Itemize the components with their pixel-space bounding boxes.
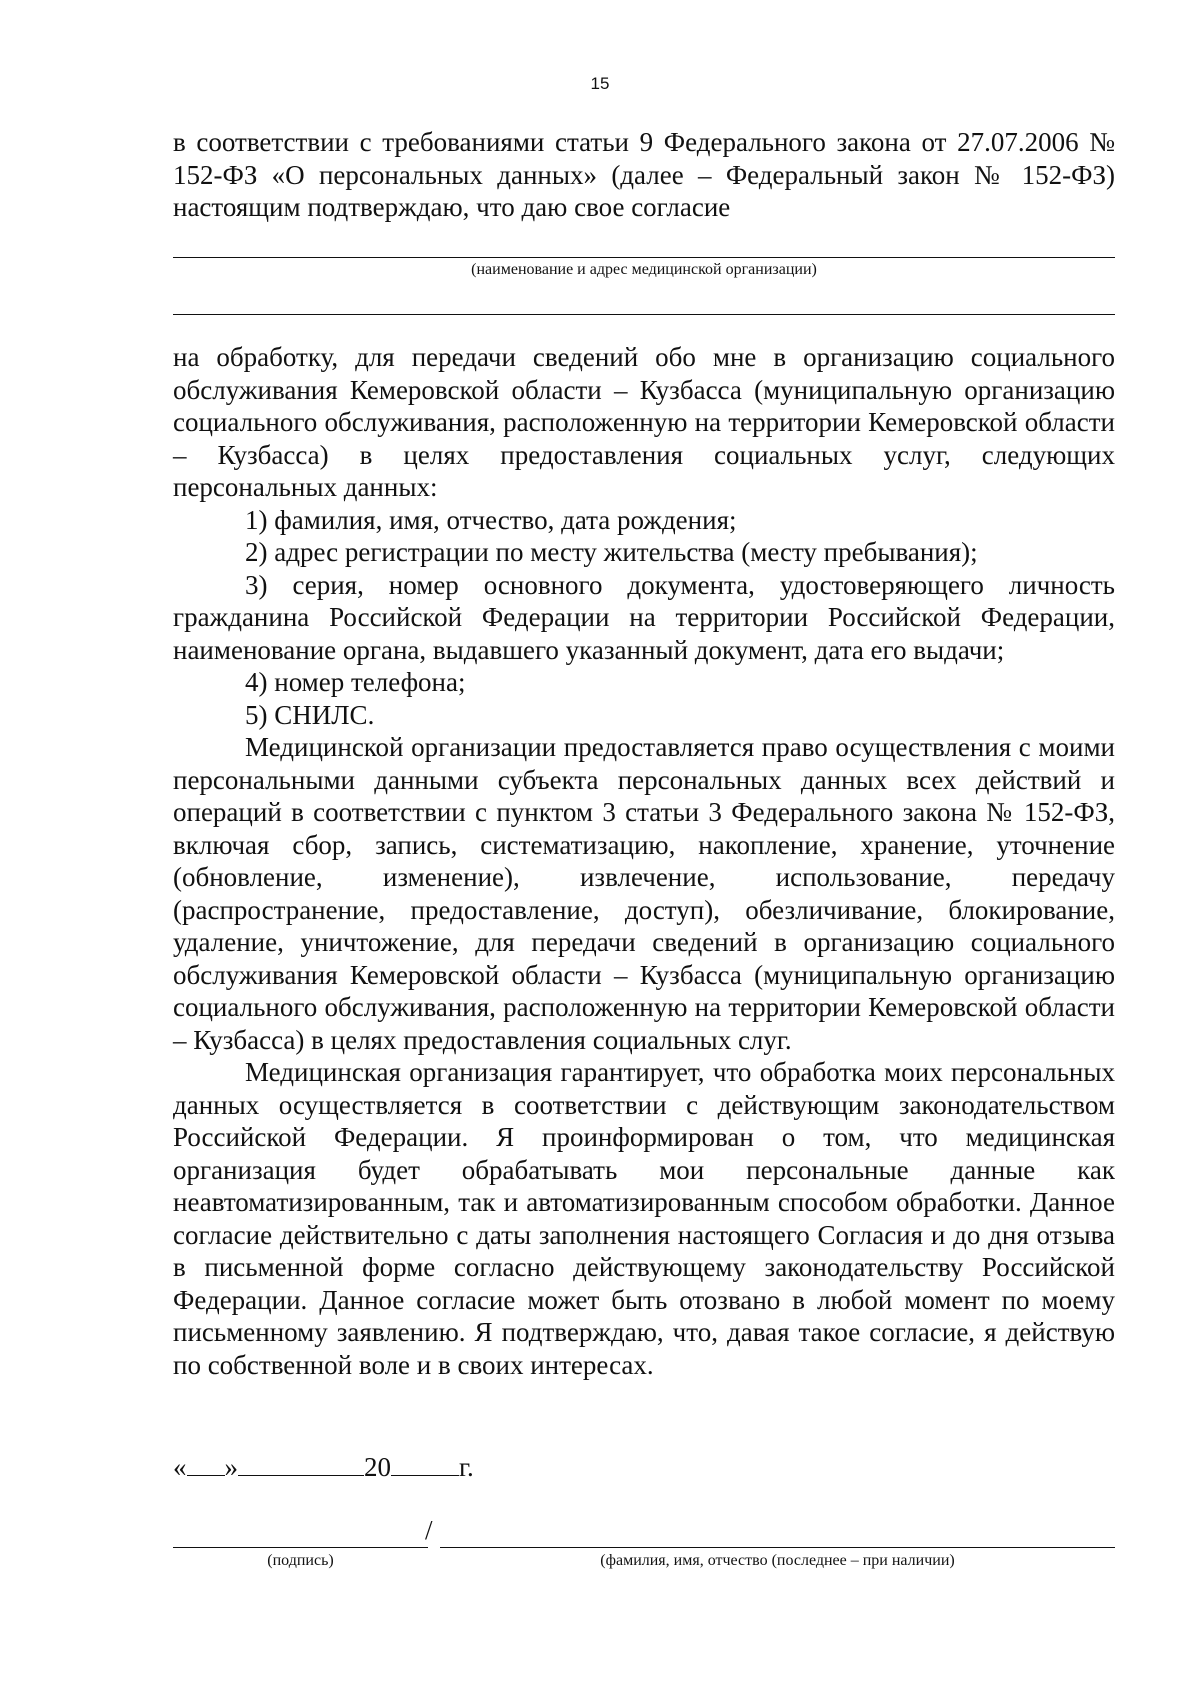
- full-name-line[interactable]: [440, 1547, 1115, 1548]
- page-number: 15: [590, 74, 610, 93]
- intro-section: [173, 126, 1115, 224]
- list-item-identity-document: 3) серия, номер основного документа, удостоверяющего личность гражданина Российской Федерации на территории Российской Федерации, наименование органа, выдавшего указанный документ, дата его выдачи;: [173, 569, 1115, 665]
- close-quote: »: [224, 1452, 238, 1482]
- organization-caption: (наименование и адрес медицинской организации): [471, 261, 817, 278]
- organization-name-line[interactable]: [173, 257, 1115, 258]
- signature-separator: /: [425, 1515, 433, 1545]
- open-quote: «: [173, 1452, 187, 1482]
- year-field[interactable]: [391, 1449, 459, 1476]
- century-label: 20: [364, 1452, 391, 1482]
- full-name-caption: (фамилия, имя, отчество (последнее – при наличии): [600, 1552, 955, 1569]
- guarantee-paragraph: Медицинская организация гарантирует, что обработка моих персональных данных осуществляется в соответствии с действующим законодательством Российской Федерации. Я проинформирован о том, что медицинская организация будет обрабатывать мои персональные данные как неавтоматизированным, так и автоматизированным способом обработки. Данное согласие действительно с даты заполнения настоящего Согласия и до дня отзыва в письменной форме согласно действующему законодательству Российской Федерации. Данное согласие может быть отозвано в любой момент по моему письменному заявлению. Я подтверждаю, что, давая такое согласие, я действую по собственной воле и в своих интересах.: [173, 1057, 1115, 1380]
- signature-line[interactable]: [173, 1547, 428, 1548]
- organization-address-line[interactable]: [173, 314, 1115, 315]
- consent-body: [173, 341, 1115, 1381]
- intro-paragraph: в соответствии с требованиями статьи 9 Федерального закона от 27.07.2006 № 152-ФЗ «О персональных данных» (далее – Федеральный закон № 152-ФЗ) настоящим подтверждаю, что даю свое согласие: [173, 127, 1115, 222]
- year-suffix: г.: [459, 1452, 474, 1482]
- list-item-phone: 4) номер телефона;: [245, 667, 466, 697]
- list-item-full-name: 1) фамилия, имя, отчество, дата рождения;: [245, 504, 737, 535]
- purpose-paragraph: на обработку, для передачи сведений обо мне в организацию социального обслуживания Кемеровской области – Кузбасса (муниципальную организацию социального обслуживания, расположенную на территории Кемеровской области – Кузбасса) в целях предоставления социальных услуг, следующих персональных данных:: [173, 342, 1115, 502]
- rights-paragraph: Медицинской организации предоставляется право осуществления с моими персональными данными субъекта персональных данных всех действий и операций в соответствии с пунктом 3 статьи 3 Федерального закона № 152-ФЗ, включая сбор, запись, систематизацию, накопление, хранение, уточнение (обновление, изменение), извлечение, использование, передачу (распространение, предоставление, доступ), обезличивание, блокирование, удаление, уничтожение, для передачи сведений в организацию социального обслуживания Кемеровской области – Кузбасса (муниципальную организацию социального обслуживания, расположенную на территории Кемеровской области – Кузбасса) в целях предоставления социальных слуг.: [173, 732, 1115, 1055]
- date-line: [173, 1449, 474, 1483]
- signature-caption: (подпись): [267, 1552, 334, 1569]
- day-field[interactable]: [187, 1449, 225, 1476]
- month-field[interactable]: [238, 1449, 364, 1476]
- list-item-address: 2) адрес регистрации по месту жительства (месту пребывания);: [245, 537, 978, 567]
- list-item-snils: 5) СНИЛС.: [245, 699, 375, 730]
